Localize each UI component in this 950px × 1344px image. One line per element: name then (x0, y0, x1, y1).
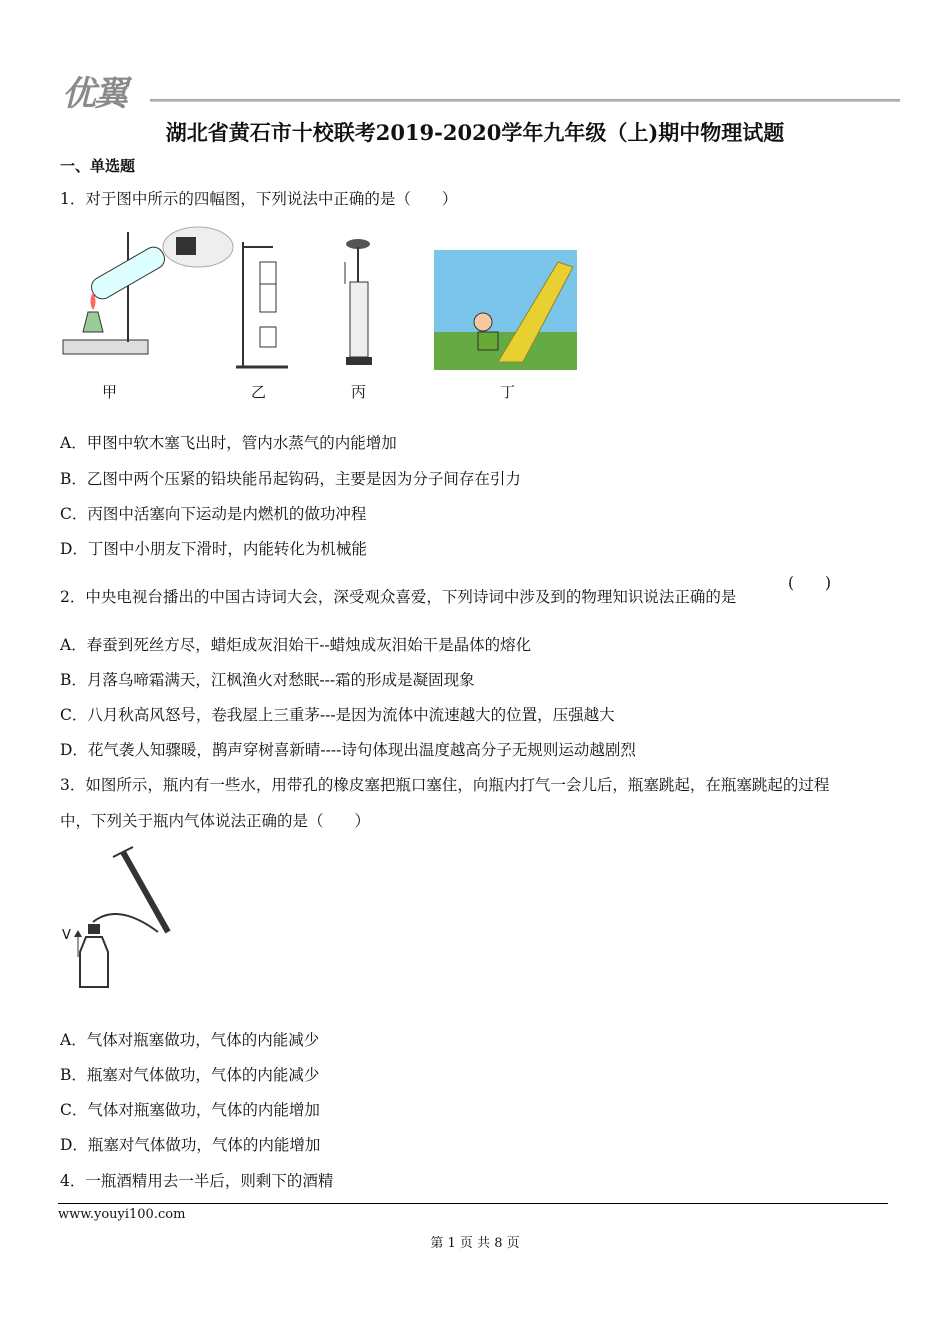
logo: 优翼 (62, 74, 126, 114)
q3-option-a: A．气体对瓶塞做功，气体的内能减少 (60, 1031, 320, 1049)
figure-ding (434, 250, 577, 370)
q2-paren: ( ) (788, 574, 832, 592)
figure-bing (345, 239, 372, 365)
q3-stem: 3．如图所示，瓶内有一些水，用带孔的橡皮塞把瓶口塞住，向瓶内打气一会儿后，瓶塞跳起，在瓶塞跳起的过程 (60, 776, 830, 794)
fig-label-ding: 丁 (500, 383, 516, 401)
page-number: 第 1 页 共 8 页 (430, 1236, 520, 1251)
q1-option-c: C．丙图中活塞向下运动是内燃机的做功冲程 (60, 505, 367, 523)
q3-option-d: D．瓶塞对气体做功，气体的内能增加 (60, 1136, 321, 1154)
q2-option-c: C．八月秋高风怒号，卷我屋上三重茅---是因为流体中流速越大的位置，压强越大 (60, 706, 615, 724)
q1-stem: 1．对于图中所示的四幅图，下列说法中正确的是（ ） (60, 190, 458, 208)
q3-figure (58, 842, 188, 997)
figure-jia (63, 227, 233, 354)
q2-option-a: A．春蚕到死丝方尽，蜡炬成灰泪始干--蜡烛成灰泪始干是晶体的熔化 (60, 636, 532, 654)
q2-option-d: D．花气袭人知骤暖，鹊声穿树喜新晴----诗句体现出温度越高分子无规则运动越剧烈 (60, 741, 636, 759)
q1-option-a: A．甲图中软木塞飞出时，管内水蒸气的内能增加 (60, 434, 397, 452)
q3-fig-label: V (62, 928, 71, 943)
q1-option-d: D．丁图中小朋友下滑时，内能转化为机械能 (60, 540, 367, 558)
q2-stem: 2．中央电视台播出的中国古诗词大会，深受观众喜爱，下列诗词中涉及到的物理知识说法正确的是 (60, 588, 737, 606)
fig-label-yi: 乙 (251, 383, 267, 401)
fig-label-bing: 丙 (351, 383, 367, 401)
figure-yi (236, 242, 288, 367)
q3-stem-cont: 中，下列关于瓶内气体说法正确的是（ ） (60, 812, 371, 830)
q1-figures (58, 222, 588, 377)
page-title: 湖北省黄石市十校联考2019-2020学年九年级（上)期中物理试题 (165, 120, 785, 145)
footer-rule (58, 1203, 888, 1204)
q3-option-b: B．瓶塞对气体做功，气体的内能减少 (60, 1066, 320, 1084)
q3-option-c: C．气体对瓶塞做功，气体的内能增加 (60, 1101, 320, 1119)
footer-url[interactable]: www.youyi100.com (58, 1207, 186, 1222)
fig-label-jia: 甲 (102, 383, 118, 401)
q4-stem: 4．一瓶酒精用去一半后，则剩下的酒精 (60, 1172, 334, 1190)
q2-option-b: B．月落乌啼霜满天，江枫渔火对愁眠---霜的形成是凝固现象 (60, 671, 475, 689)
header-rule (150, 99, 900, 102)
q1-option-b: B．乙图中两个压紧的铅块能吊起钩码，主要是因为分子间存在引力 (60, 470, 521, 488)
section-heading: 一、单选题 (60, 157, 136, 175)
